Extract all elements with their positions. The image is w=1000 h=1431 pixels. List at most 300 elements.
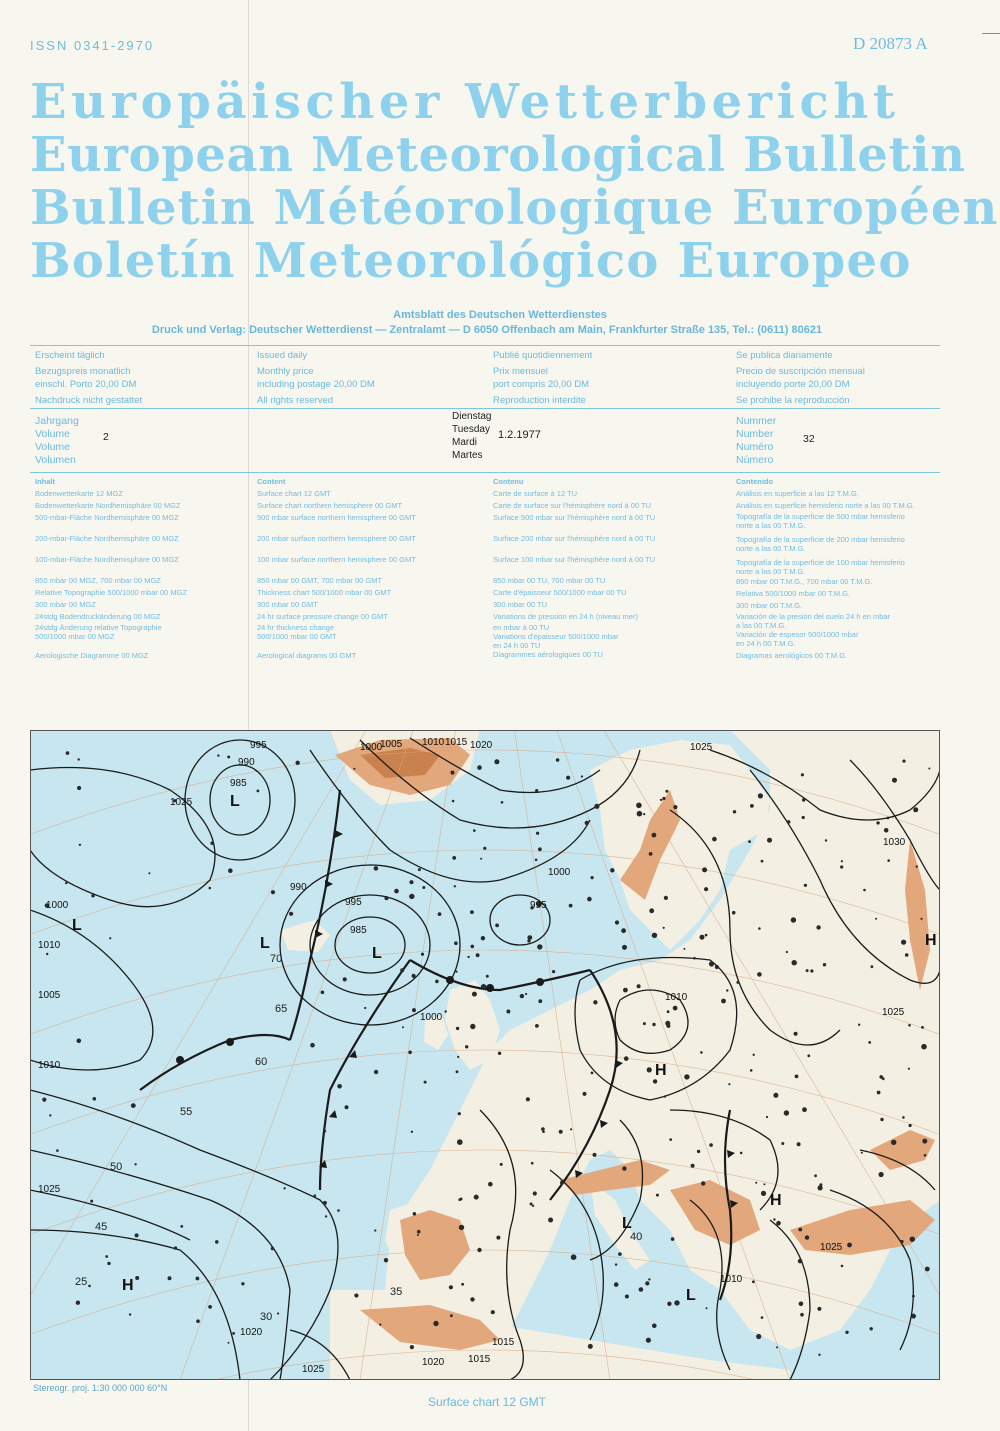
latitude-label: 55 [180, 1106, 193, 1118]
station-marker [773, 1218, 775, 1220]
station-marker [324, 1130, 327, 1133]
station-marker [148, 872, 150, 874]
station-marker [649, 908, 654, 913]
station-marker [924, 1154, 927, 1157]
station-marker [802, 1107, 807, 1112]
station-marker [410, 1345, 414, 1349]
station-marker [787, 820, 791, 824]
station-marker [90, 1200, 93, 1203]
station-marker [669, 1138, 672, 1141]
station-marker [323, 1201, 327, 1205]
high-center-label: H [122, 1277, 134, 1294]
station-marker [449, 1285, 453, 1289]
station-marker [910, 1237, 915, 1242]
station-marker [477, 1248, 481, 1252]
station-marker [802, 816, 805, 819]
station-marker [726, 989, 728, 991]
station-marker [763, 1183, 765, 1185]
isobar-label: 1015 [468, 1354, 491, 1365]
station-marker [569, 904, 573, 908]
isobar-label: 1010 [38, 1060, 61, 1071]
station-marker [135, 1233, 139, 1237]
station-marker [625, 1295, 629, 1299]
station-marker [858, 1024, 860, 1026]
station-marker [928, 768, 930, 770]
station-marker [384, 1258, 388, 1262]
isobar-label: 1015 [492, 1337, 515, 1348]
station-marker [531, 1162, 534, 1165]
station-marker [637, 984, 641, 988]
isobar-label: 985 [230, 778, 247, 789]
station-marker [652, 833, 657, 838]
station-marker [662, 797, 665, 800]
station-marker [649, 852, 653, 856]
isobar-label: 1010 [422, 737, 445, 748]
station-marker [818, 1185, 823, 1190]
station-marker [483, 847, 486, 850]
station-marker [460, 1198, 463, 1201]
station-marker [500, 1163, 503, 1166]
station-marker [593, 1153, 597, 1157]
station-marker [345, 1105, 349, 1109]
station-marker [374, 1229, 376, 1231]
isobar-label: 1005 [38, 990, 61, 1001]
issue-date: 1.2.1977 [498, 429, 541, 441]
station-marker [667, 1302, 671, 1306]
station-marker [451, 771, 455, 775]
station-marker [417, 1234, 419, 1236]
station-marker [795, 1075, 799, 1079]
station-marker [409, 880, 413, 884]
station-marker [912, 1295, 915, 1298]
station-marker [343, 977, 347, 981]
high-center-label: H [925, 932, 937, 949]
low-center-label: L [230, 793, 240, 810]
station-marker [467, 956, 469, 958]
low-center-label: L [686, 1287, 696, 1304]
station-marker [394, 889, 399, 894]
station-marker [476, 953, 480, 957]
station-marker [581, 775, 583, 777]
station-marker [817, 1307, 821, 1311]
station-marker [800, 1313, 804, 1317]
station-marker [228, 1342, 230, 1344]
document-id: D 20873 A [853, 34, 928, 53]
station-marker [525, 993, 527, 995]
isobar-label: 1025 [690, 742, 713, 753]
station-marker [445, 1010, 447, 1012]
isobar-label: 1010 [38, 940, 61, 951]
station-marker [421, 953, 424, 956]
station-marker [533, 1191, 537, 1195]
isobar-label: 1025 [170, 797, 193, 808]
station-marker [861, 1152, 863, 1154]
station-marker [91, 894, 94, 897]
station-marker [77, 786, 81, 790]
station-marker [868, 1041, 871, 1044]
isobar-label: 1000 [46, 900, 69, 911]
surface-chart-map [30, 730, 940, 1380]
station-marker [422, 886, 425, 889]
station-marker [277, 1312, 279, 1314]
station-marker [452, 856, 456, 860]
station-marker [532, 1205, 534, 1207]
station-marker [337, 1209, 340, 1212]
station-marker [379, 1324, 381, 1326]
station-marker [797, 1142, 801, 1146]
station-marker [922, 1139, 927, 1144]
station-marker [761, 860, 764, 863]
contents-english: Content Surface chart 12 GMT Surface chart northern hemisphere 00 GMT 500 mbar surface northern hemisphere 00 GMT 200 mbar surface northern hemisphere 00 GMT 100 mbar surface northern hemisphere 00 GMT 850 mbar 00 GMT, 700 mbar 00 GMT Thickness chart 500/1000 mbar 00 GMT 300 mbar 00 GMT 24 hr surface pressure change 00 GMT 24 hr thickness change 500/1000 mbar 00 GMT Aerological diagrams 00 GMT [257, 477, 416, 660]
station-marker [750, 1069, 753, 1072]
title-block [30, 74, 999, 289]
station-marker [748, 840, 751, 843]
station-marker [498, 1052, 501, 1055]
isobar-label: 1025 [882, 1007, 905, 1018]
station-marker [706, 1307, 708, 1309]
station-marker [776, 1221, 781, 1226]
latitude-label: 65 [275, 1003, 288, 1015]
station-marker [806, 969, 809, 972]
station-marker [618, 1252, 622, 1256]
isobar-label: 1025 [820, 1242, 843, 1253]
station-marker [884, 828, 889, 833]
station-marker [353, 768, 355, 770]
station-marker [750, 804, 754, 808]
latitude-label: 60 [255, 1056, 268, 1068]
station-marker [109, 937, 111, 939]
subscription-german: Erscheint täglich Bezugspreis monatlich einschl. Porto 20,00 DM Nachdruck nicht gestattet [35, 350, 143, 406]
station-marker [314, 1194, 317, 1197]
title-english: European Meteorological Bulletin [30, 127, 966, 183]
station-marker [791, 917, 796, 922]
station-marker [673, 805, 677, 809]
station-marker [736, 981, 739, 984]
chart-caption: Surface chart 12 GMT [427, 1395, 547, 1409]
station-marker [799, 1302, 804, 1307]
station-marker [424, 1081, 427, 1084]
title-german: Europäischer Wetterbericht [30, 74, 900, 130]
station-marker [570, 1128, 572, 1130]
station-marker [488, 1182, 493, 1187]
station-marker [530, 1203, 533, 1206]
station-marker [877, 1091, 881, 1095]
station-marker [454, 941, 458, 945]
station-marker [920, 918, 922, 920]
station-marker [674, 1300, 679, 1305]
divider [30, 408, 940, 409]
station-marker [879, 1172, 884, 1177]
title-french: Bulletin Météorologique Européen [30, 180, 999, 236]
station-marker [46, 953, 48, 955]
station-marker [77, 1039, 82, 1044]
divider [30, 345, 940, 346]
station-marker [621, 928, 626, 933]
station-marker [715, 965, 719, 969]
station-marker [49, 1114, 51, 1116]
isobar-label: 995 [250, 740, 267, 751]
isobar-label: 1025 [302, 1364, 325, 1375]
station-marker [615, 1263, 617, 1265]
station-marker [776, 1346, 778, 1348]
station-marker [653, 1079, 657, 1083]
station-marker [901, 940, 906, 945]
station-marker [66, 751, 70, 755]
station-marker [593, 1000, 597, 1004]
station-marker [217, 754, 219, 756]
station-marker [798, 1228, 802, 1232]
station-marker [728, 1083, 730, 1085]
station-marker [755, 1182, 757, 1184]
station-marker [506, 1010, 510, 1014]
station-marker [241, 1282, 244, 1285]
station-marker [752, 1280, 755, 1283]
station-marker [909, 1124, 912, 1127]
station-marker [78, 758, 80, 760]
station-marker [486, 975, 489, 978]
station-marker [374, 866, 379, 871]
station-marker [257, 790, 260, 793]
station-marker [583, 1092, 587, 1096]
station-marker [786, 951, 788, 953]
station-marker [538, 999, 542, 1003]
station-marker [841, 1265, 844, 1268]
low-center-label: L [260, 935, 270, 952]
subscription-english: Issued daily Monthly price including postage 20,00 DM All rights reserved [257, 350, 375, 406]
station-marker [470, 910, 474, 914]
high-center-label: H [655, 1062, 667, 1079]
station-marker [384, 896, 388, 900]
station-marker [457, 1056, 459, 1058]
station-marker [556, 758, 560, 762]
crop-mark [982, 33, 1000, 34]
station-marker [643, 1022, 646, 1025]
station-marker [875, 918, 877, 920]
isobar-label: 1025 [38, 1184, 61, 1195]
station-marker [215, 1240, 219, 1244]
station-marker [594, 804, 599, 809]
isobar-label: 990 [290, 882, 307, 893]
station-marker [911, 1314, 916, 1319]
station-marker [559, 1130, 563, 1134]
volume-value: 2 [103, 431, 109, 443]
station-marker [196, 1277, 200, 1281]
station-marker [480, 858, 482, 860]
station-marker [643, 813, 645, 815]
station-marker [921, 1044, 927, 1050]
station-marker [704, 887, 708, 891]
station-marker [289, 912, 293, 916]
station-marker [413, 1212, 417, 1216]
latitude-label: 70 [270, 953, 283, 965]
contents-spanish: Contenido Análisis en superficie a las 12 T.M.G. Análisis en superficie hemisferio norte a las 00 T.M.G. Topografía de la superficie de 500 mbar hemisferio norte a las 00 T.M.G. Topografía de la superficie de 200 mbar hemisferio norte a las 00 T.M.G. Topografía de la superficie de 100 mbar hemisferio norte a las 00 T.M.G. 850 mbar 00 T.M.G., 700 mbar 00 T.M.G. Relativa 500/1000 mbar 00 T.M.G. 300 mbar 00 T.M.G. Variación de la presión del suelo 24 h en mbar a las 00 T.M.G. Variación de espesor 500/1000 mbar en 24 h 00 T.M.G. Diagramas aerológicos 00 T.M.G. [736, 477, 915, 660]
isobar-label: 1005 [380, 739, 403, 750]
station-marker [757, 972, 762, 977]
station-marker [210, 841, 214, 845]
isobar-label: 995 [530, 900, 547, 911]
station-marker [456, 1027, 459, 1030]
station-marker [664, 896, 668, 900]
station-marker [614, 1282, 619, 1287]
station-marker [472, 992, 477, 997]
station-marker [840, 865, 843, 868]
station-marker [457, 1139, 463, 1145]
station-marker [232, 1332, 235, 1335]
station-marker [552, 970, 555, 973]
station-marker [418, 868, 421, 871]
station-marker [42, 1098, 46, 1102]
station-marker [673, 1006, 678, 1011]
divider [30, 472, 940, 473]
station-marker [537, 944, 542, 949]
station-marker [652, 1324, 657, 1329]
station-marker [501, 801, 504, 804]
station-marker [740, 1152, 743, 1155]
contents-german: Inhalt Bodenwetterkarte 12 MGZ Bodenwetterkarte Nordhemisphäre 00 MGZ 500-mbar-Fläche Nordhemisphäre 00 MGZ 200-mbar-Fläche Nordhemisphäre 00 MGZ 100-mbar-Fläche Nordhemisphäre 00 MGZ 850 mbar 00 MGZ, 700 mbar 00 MGZ Relative Topographie 500/1000 mbar 00 MGZ 300 mbar 00 MGZ 24stdg Bodendruckänderung 00 MGZ 24stdg Änderung relative Topographie 500/1000 mbar 00 MGZ Aerologische Diagramme 00 MGZ [35, 477, 188, 660]
publisher-line: Druck und Verlag: Deutscher Wetterdienst — Zentralamt — D 6050 Offenbach am Main, Frankfurter Straße 135, Tel.: (0611) 80621 [151, 324, 823, 336]
station-marker [465, 1045, 468, 1048]
station-marker [107, 1262, 110, 1265]
volume-labels: Jahrgang Volume Volume Volumen [35, 415, 79, 466]
title-spanish: Boletín Meteorológico Europeo [30, 233, 912, 289]
station-marker [766, 1116, 768, 1118]
station-marker [566, 776, 570, 780]
station-marker [652, 1023, 655, 1026]
station-marker [908, 1068, 910, 1070]
station-marker [491, 1310, 495, 1314]
station-marker [588, 1344, 593, 1349]
station-marker [88, 1285, 91, 1288]
station-marker [526, 1097, 530, 1101]
station-marker [622, 945, 627, 950]
station-marker [721, 999, 726, 1004]
station-marker [636, 803, 642, 809]
station-marker [871, 965, 874, 968]
high-center-label: H [770, 1192, 782, 1209]
station-marker [93, 1097, 97, 1101]
station-marker [781, 1142, 784, 1145]
station-marker [732, 911, 736, 915]
station-marker [870, 1327, 873, 1330]
station-marker [271, 1247, 275, 1251]
weekday-labels: Dienstag Tuesday Mardi Martes [452, 411, 492, 461]
station-marker [542, 1130, 545, 1133]
station-marker [591, 1072, 594, 1075]
station-marker [814, 1174, 817, 1177]
station-marker [847, 1243, 852, 1248]
station-marker [228, 868, 233, 873]
station-marker [364, 1007, 366, 1009]
station-marker [758, 927, 761, 930]
station-marker [450, 1314, 453, 1317]
station-marker [767, 838, 772, 843]
station-marker [913, 807, 918, 812]
station-marker [409, 894, 414, 899]
station-marker [174, 1246, 177, 1249]
station-marker [325, 1215, 327, 1217]
latitude-label: 25 [75, 1276, 88, 1288]
station-marker [667, 1010, 670, 1013]
station-marker [905, 953, 909, 957]
latitude-label: 35 [390, 1286, 403, 1298]
station-marker [637, 811, 643, 817]
station-marker [271, 890, 275, 894]
station-marker [452, 800, 455, 803]
station-marker [647, 1067, 652, 1072]
contents-french: Contenu Carte de surface à 12 TU Carte de surface sur l'hémisphère nord à 00 TU Surface 500 mbar sur l'hémisphère nord à 00 TU Surface 200 mbar sur l'hémisphère nord à 00 TU Surface 100 mbar sur l'hémisphère nord à 00 TU 850 mbar 00 TU, 700 mbar 00 TU Carte d'épaisseur 500/1000 mbar 00 TU 300 mbar 00 TU Variations de pression en 24 h (niveau mer) en mbar à 00 TU Variations d'épaisseur 500/1000 mbar en 24 h 00 TU Diagrammes aérologiques 00 TU [493, 477, 656, 659]
station-marker [535, 859, 538, 862]
station-marker [648, 1278, 650, 1280]
station-marker [639, 1287, 644, 1292]
station-marker [925, 1267, 930, 1272]
station-marker [805, 1235, 809, 1239]
station-marker [887, 817, 890, 820]
station-marker [660, 799, 662, 801]
station-marker [623, 988, 628, 993]
latitude-label: 40 [630, 1231, 643, 1243]
station-marker [709, 1143, 713, 1147]
station-marker [908, 1024, 911, 1027]
station-marker [402, 1026, 404, 1028]
station-marker [535, 1024, 539, 1028]
number-labels: Nummer Number Numéro Número [736, 415, 777, 466]
station-marker [798, 1259, 803, 1264]
issn: ISSN 0341-2970 [30, 38, 155, 53]
station-marker [773, 1093, 778, 1098]
isobar-label: 1030 [883, 837, 906, 848]
station-marker [876, 821, 879, 824]
low-center-label: L [372, 945, 382, 962]
station-marker [645, 1281, 649, 1285]
station-marker [784, 1110, 789, 1115]
station-marker [456, 1070, 459, 1073]
isobar-label: 1000 [548, 867, 571, 878]
station-marker [712, 837, 717, 842]
station-marker [209, 887, 212, 890]
station-marker [495, 924, 499, 928]
station-marker [470, 1024, 475, 1029]
station-marker [411, 1131, 413, 1133]
station-marker [892, 778, 897, 783]
station-marker [196, 1319, 200, 1323]
station-marker [816, 925, 820, 929]
station-marker [663, 927, 665, 929]
station-marker [891, 1140, 896, 1145]
station-marker [683, 948, 685, 950]
station-marker [810, 969, 813, 972]
station-marker [56, 1149, 59, 1152]
station-marker [701, 1181, 705, 1185]
station-marker [79, 844, 81, 846]
station-marker [587, 897, 592, 902]
station-marker [527, 935, 532, 940]
latitude-label: 50 [110, 1161, 123, 1173]
isobar-label: 1000 [420, 1012, 443, 1023]
station-marker [665, 790, 668, 793]
station-marker [610, 868, 614, 872]
station-marker [455, 971, 457, 973]
isobar-label: 1015 [445, 737, 468, 748]
station-marker [337, 1084, 342, 1089]
station-marker [296, 761, 300, 765]
isobar-label: 995 [345, 897, 362, 908]
station-marker [693, 957, 696, 960]
projection-note: Stereogr. proj. 1:30 000 000 60°N [33, 1383, 168, 1393]
station-marker [887, 859, 890, 862]
station-marker [548, 1218, 553, 1223]
low-center-label: L [622, 1215, 632, 1232]
station-marker [825, 839, 827, 841]
